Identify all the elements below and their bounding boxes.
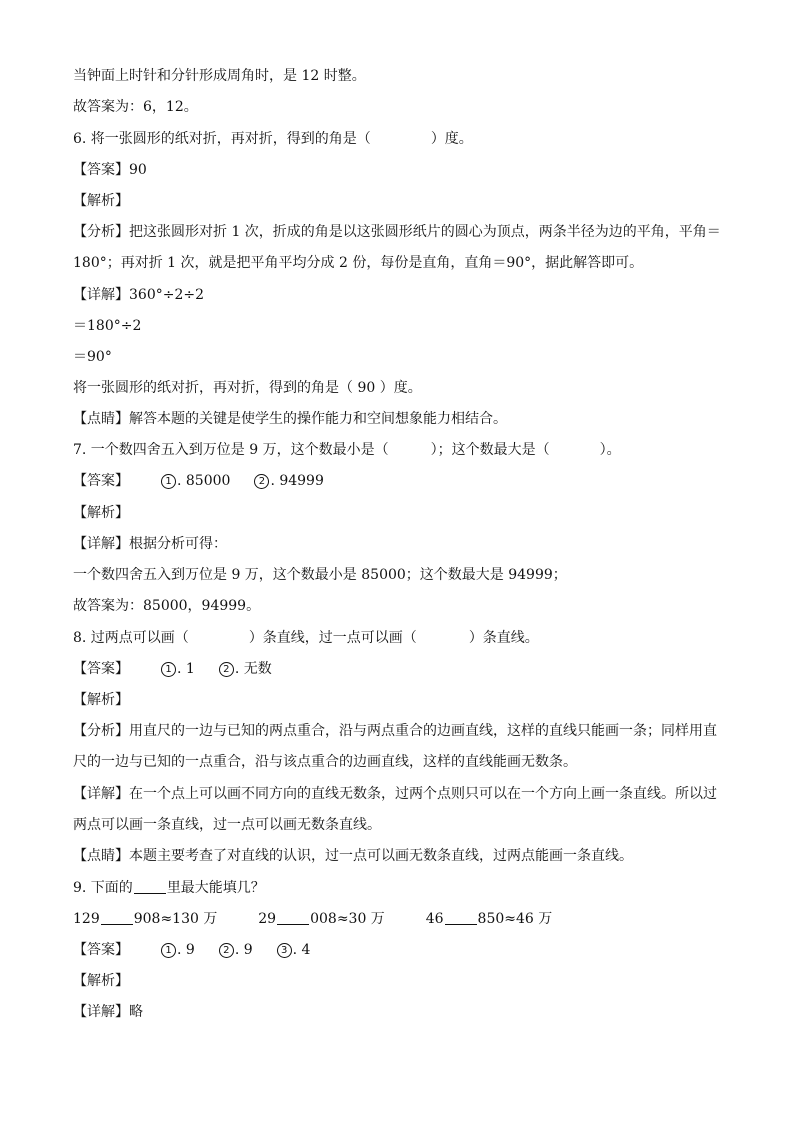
question-text: ）条直线，过一点可以画（: [248, 630, 417, 646]
detail-line: [73, 1002, 734, 1022]
detail-text: 故答案为：85000，94999。: [73, 598, 261, 614]
circled-number: 2: [254, 474, 269, 489]
question-text: 8. 过两点可以画（: [73, 630, 189, 646]
item-text: 850≈46 万: [477, 911, 553, 927]
detail-text: 根据分析可得：: [129, 536, 227, 552]
circled-number: 2: [219, 943, 234, 958]
answer-value: . 无数: [234, 661, 272, 677]
detail-line: [73, 316, 734, 336]
detail-line: [73, 565, 734, 585]
question-text: 9. 下面的: [73, 880, 133, 896]
point-tag: 【点睛】: [73, 411, 129, 427]
analysis-text: 把这张圆形对折 1 次，折成的角是以这张圆形纸片的圆心为顶点，两条半径为边的平角，平角＝: [129, 224, 721, 240]
answer-tag: 【答案】: [73, 162, 129, 178]
question-text: 7. 一个数四舍五入到万位是 9 万，这个数最小是（: [73, 442, 389, 458]
detail-line: [73, 378, 734, 398]
jiexi-line: [73, 191, 734, 211]
point-line: [73, 846, 734, 866]
point-text: 本题主要考查了对直线的认识，过一点可以画无数条直线，过两点能画一条直线。: [129, 848, 633, 864]
detail-text: 在一个点上可以画不同方向的直线无数条，过两个点则只可以在一个方向上画一条直线。所以过: [129, 786, 717, 802]
jiexi-tag: 【解析】: [73, 692, 129, 708]
question-9: [73, 878, 734, 898]
underline-blank: [101, 910, 133, 925]
circled-number: 1: [161, 943, 176, 958]
text-line: [73, 66, 734, 86]
question-6: [73, 129, 734, 149]
analysis-text: 180°；再对折 1 次，就是把平角平均分成 2 份，每份是直角，直角＝90°，据此解答即可。: [73, 255, 644, 271]
jiexi-tag: 【解析】: [73, 193, 129, 209]
detail-line: [73, 285, 734, 305]
detail-text: 一个数四舍五入到万位是 9 万，这个数最小是 85000；这个数最大是 94999；: [73, 567, 567, 583]
answer-value: 90: [129, 162, 147, 178]
answer-tag: 【答案】: [73, 661, 129, 677]
analysis-text: 尺的一边与已知的一点重合，沿与该点重合的边画直线，这样的直线能画无数条。: [73, 754, 577, 770]
answer-value: . 9: [234, 942, 253, 958]
detail-text: 略: [129, 1004, 143, 1020]
question-text: 6. 将一张圆形的纸对折，再对折，得到的角是（: [73, 131, 371, 147]
underline-blank: [277, 910, 309, 925]
question-text: ）度。: [430, 131, 473, 147]
detail-text: 将一张圆形的纸对折，再对折，得到的角是（ 90 ）度。: [73, 380, 422, 396]
detail-line: [73, 534, 734, 554]
detail-text: ＝180°÷2: [73, 318, 142, 334]
answer-value: . 9: [177, 942, 195, 958]
answer-value: . 85000: [177, 473, 231, 489]
question-7: [73, 440, 734, 460]
question-text: ）；这个数最大是（: [430, 442, 550, 458]
analysis-tag: 【分析】: [73, 723, 129, 739]
q9-item-3: [426, 911, 553, 927]
answer-tag: 【答案】: [73, 942, 129, 958]
circled-number: 2: [219, 662, 234, 677]
point-text: 解答本题的关键是使学生的操作能力和空间想象能力相结合。: [129, 411, 507, 427]
underline-blank: [445, 910, 477, 925]
item-text: 908≈130 万: [133, 911, 218, 927]
detail-line: [73, 815, 734, 835]
circled-number: 1: [161, 662, 176, 677]
answer-value: . 1: [177, 661, 195, 677]
q9-items: [73, 909, 734, 929]
question-text: ）。: [599, 442, 621, 458]
analysis-line: [73, 222, 734, 242]
item-text: 008≈30 万: [310, 911, 385, 927]
detail-tag: 【详解】: [73, 287, 129, 303]
analysis-line: [73, 721, 734, 741]
underline-blank: [134, 879, 166, 894]
item-text: 46: [425, 911, 444, 927]
jiexi-tag: 【解析】: [73, 973, 129, 989]
text: 当钟面上时针和分针形成周角时，是 12 时整。: [73, 68, 366, 84]
question-text: 里最大能填几？: [166, 880, 265, 896]
circled-number: 3: [277, 943, 292, 958]
question-8: [73, 628, 734, 648]
question-text: ）条直线。: [468, 630, 539, 646]
jiexi-line: [73, 971, 734, 991]
analysis-text: 用直尺的一边与已知的两点重合，沿与两点重合的边画直线，这样的直线只能画一条；同样用直: [129, 723, 717, 739]
item-text: 29: [258, 911, 277, 927]
jiexi-line: [73, 690, 734, 710]
detail-text: ＝90°: [73, 349, 112, 365]
text-line: [73, 97, 734, 117]
detail-line: [73, 347, 734, 367]
q9-item-1: [73, 911, 217, 927]
point-tag: 【点睛】: [73, 848, 129, 864]
point-line: [73, 409, 734, 429]
jiexi-line: [73, 503, 734, 523]
answer-line: [73, 659, 734, 679]
detail-text: 两点可以画一条直线，过一点可以画无数条直线。: [73, 817, 381, 833]
analysis-tag: 【分析】: [73, 224, 129, 240]
answer-value: . 94999: [270, 473, 324, 489]
text: 故答案为：6，12。: [73, 99, 198, 115]
detail-tag: 【详解】: [73, 1004, 129, 1020]
jiexi-tag: 【解析】: [73, 505, 129, 521]
answer-line: [73, 160, 734, 180]
answer-line: [73, 471, 734, 491]
answer-value: . 4: [292, 942, 311, 958]
analysis-line: [73, 253, 734, 273]
detail-line: [73, 784, 734, 804]
detail-tag: 【详解】: [73, 786, 129, 802]
q9-item-2: [258, 911, 385, 927]
detail-line: [73, 596, 734, 616]
item-text: 129: [73, 911, 100, 927]
circled-number: 1: [161, 474, 176, 489]
detail-tag: 【详解】: [73, 536, 129, 552]
answer-line: [73, 940, 734, 960]
analysis-line: [73, 752, 734, 772]
answer-tag: 【答案】: [73, 473, 129, 489]
detail-text: 360°÷2÷2: [129, 287, 204, 303]
